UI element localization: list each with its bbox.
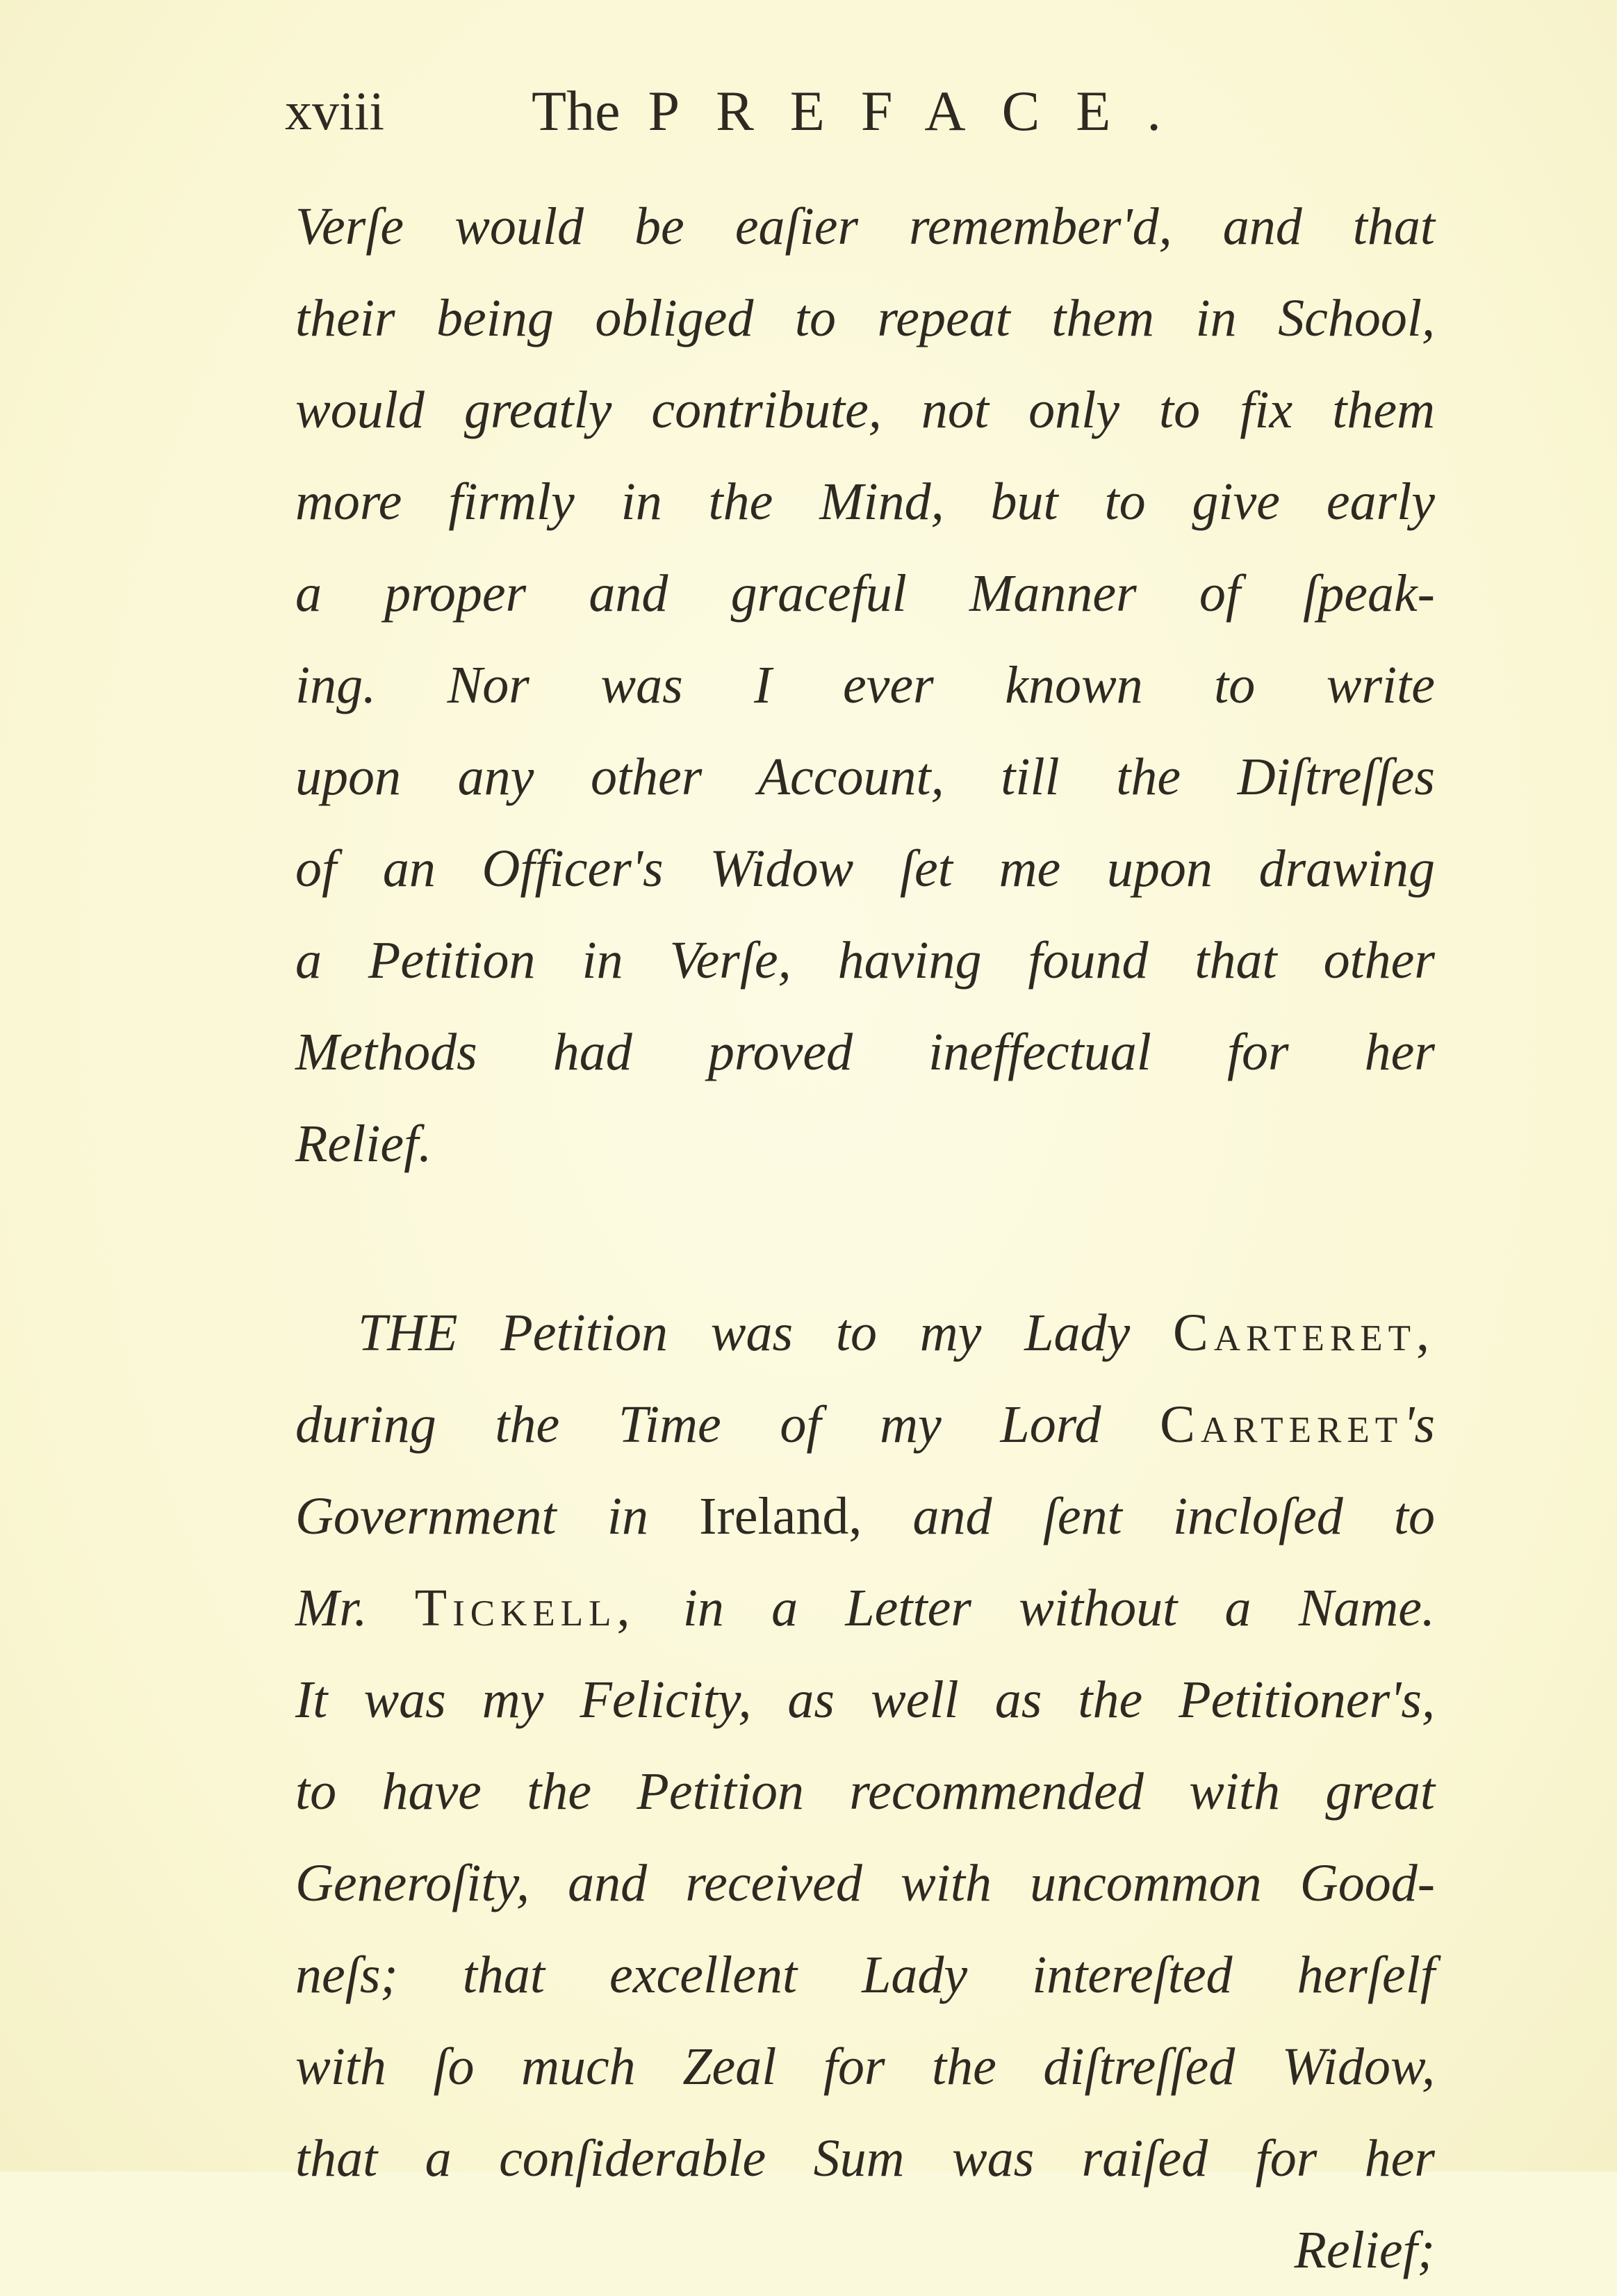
text-line bbox=[295, 1562, 1435, 1654]
body-text bbox=[295, 181, 1435, 2296]
text-line: Methods had proved ineffectual for her bbox=[295, 1023, 1435, 1081]
text-line: It was my Felicity, as well as the Petitioner's, bbox=[295, 1671, 1435, 1729]
text-run: THE Petition was to my Lady bbox=[358, 1304, 1174, 1362]
catchword: Relief; bbox=[1294, 2221, 1435, 2279]
text-run: Mr. bbox=[295, 1579, 415, 1637]
page-number: xviii bbox=[285, 81, 385, 141]
text-line: a Petition in Verſe, having found that other bbox=[295, 931, 1435, 990]
text-line: neſs; that excellent Lady intereſted herſelf bbox=[295, 1946, 1435, 2004]
text-line bbox=[295, 1287, 1435, 1379]
running-head bbox=[532, 73, 1197, 149]
running-head-the: The bbox=[532, 79, 621, 142]
running-head-preface: PREFACE. bbox=[648, 79, 1197, 142]
text-line: with ſo much Zeal for the diſtreſſed Widow, bbox=[295, 2037, 1435, 2096]
text-line bbox=[295, 1379, 1435, 1470]
paragraph-1 bbox=[295, 181, 1435, 1190]
text-run: Government in bbox=[295, 1487, 700, 1545]
text-line: Relief. bbox=[295, 1115, 432, 1173]
text-run: during the Time of my Lord bbox=[295, 1395, 1160, 1454]
text-line bbox=[295, 1470, 1435, 1562]
text-run: in a Letter without a Name. bbox=[635, 1579, 1436, 1637]
text-line: upon any other Account, till the Diſtreſſes bbox=[295, 748, 1435, 806]
text-line: that a conſiderable Sum was raiſed for her bbox=[295, 2129, 1435, 2188]
paragraph-2 bbox=[295, 1287, 1435, 2296]
text-line: ing. Nor was I ever known to write bbox=[295, 656, 1435, 714]
text-line: Verſe would be eaſier remember'd, and that bbox=[295, 197, 1435, 256]
text-run: and ſent incloſed to bbox=[862, 1487, 1435, 1545]
text-run: 's bbox=[1403, 1395, 1435, 1454]
page-header bbox=[285, 73, 1223, 149]
text-line: Generoſity, and received with uncommon Good- bbox=[295, 1854, 1435, 1912]
text-line: a proper and graceful Manner of ſpeak- bbox=[295, 564, 1435, 623]
text-line: would greatly contribute, not only to fix them bbox=[295, 381, 1435, 439]
text-line: more firmly in the Mind, but to give early bbox=[295, 473, 1435, 531]
person-name: Carteret bbox=[1160, 1395, 1404, 1454]
paragraph-gap bbox=[295, 1190, 1435, 1287]
person-name: Tickell, bbox=[414, 1579, 636, 1637]
text-line: of an Officer's Widow ſet me upon drawing bbox=[295, 839, 1435, 898]
person-name: Carteret, bbox=[1173, 1304, 1435, 1362]
place-name: Ireland, bbox=[699, 1487, 862, 1545]
text-line: to have the Petition recommended with great bbox=[295, 1762, 1435, 1821]
text-line: their being obliged to repeat them in School, bbox=[295, 289, 1435, 347]
